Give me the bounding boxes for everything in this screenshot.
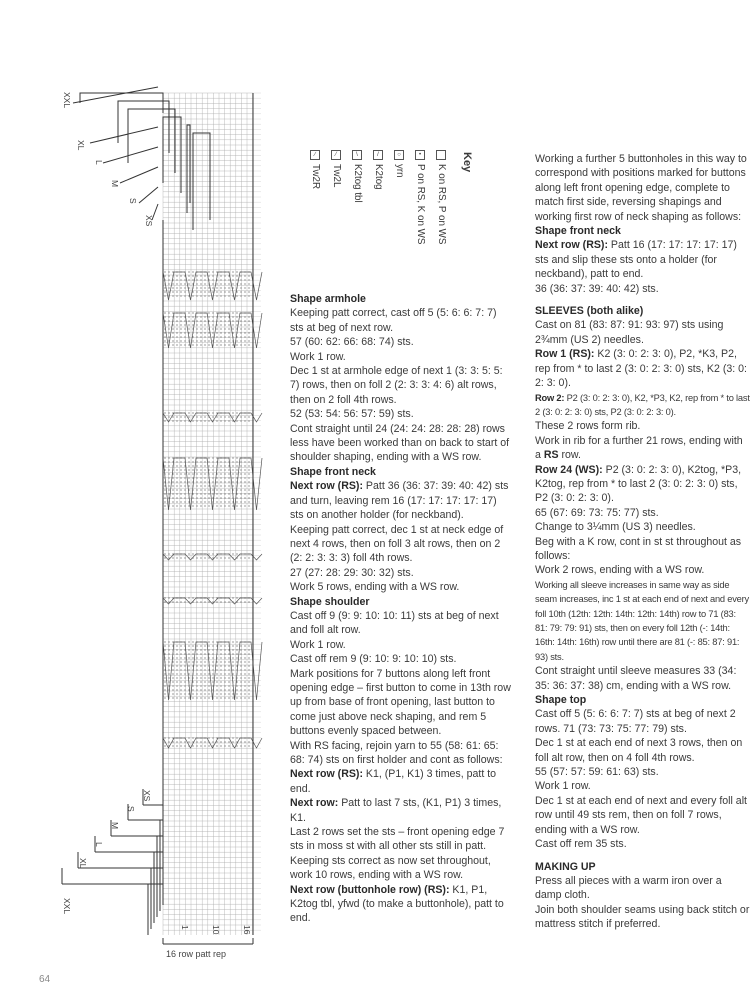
- text: 36 (36: 37: 39: 40: 42) sts.: [535, 282, 659, 295]
- row-number: 1: [180, 925, 190, 930]
- size-label-top: M: [110, 180, 120, 188]
- tw2l-icon: ⁄: [332, 150, 342, 160]
- heading-shape-shoulder: Shape shoulder: [290, 595, 370, 608]
- key-item-label: K2tog tbl: [352, 164, 363, 203]
- text: Mark positions for 7 buttons along left front opening edge – first button to come in 13th row up from base of front opening, last button to come just above neck shaping, and rem 5 buttons evenly spaced between.: [290, 667, 511, 738]
- size-label-bottom: L: [94, 842, 104, 847]
- size-label-top: XL: [76, 140, 86, 151]
- instructions-column-2: [535, 152, 750, 932]
- key-item: [310, 150, 321, 189]
- key-item-label: K2tog: [373, 164, 384, 190]
- text: Dec 1 st at each end of next and every foll alt row until 49 sts rem, then on foll 7 rows, ending with a WS row.: [535, 794, 747, 836]
- text: Next row (buttonhole row) (RS): K1, P1, K2tog tbl, yfwd (to make a buttonhole), patt to end.: [290, 883, 504, 925]
- key-item: [373, 150, 384, 190]
- key-item: [352, 150, 363, 203]
- text: Last 2 rows set the sts – front opening edge 7 sts in moss st with all other sts still in patt.: [290, 826, 505, 853]
- square-dot-icon: •: [416, 150, 426, 160]
- key-item: [436, 150, 447, 244]
- square-blank-icon: [437, 150, 447, 160]
- text: Row 2: P2 (3: 0: 2: 3: 0), K2, *P3, K2, rep from * to last 2 (3: 0: 2: 3: 0) sts, P2 (3: 0: 2: 3: 0).: [535, 392, 750, 417]
- text: Keeping patt correct, cast off 5 (5: 6: 6: 7: 7) sts at beg of next row.: [290, 307, 497, 334]
- yrn-icon: ○: [395, 150, 405, 160]
- text: Cont straight until sleeve measures 33 (34: 35: 36: 37: 38) cm, ending with a WS row.: [535, 665, 737, 692]
- patt-rep-label: 16 row patt rep: [166, 949, 227, 959]
- heading-shape-top: Shape top: [535, 694, 587, 707]
- text: These 2 rows form rib.: [535, 420, 641, 433]
- size-label-bottom: M: [110, 822, 120, 830]
- tw2r-icon: ∕: [311, 150, 321, 160]
- chart-key: [297, 150, 487, 286]
- key-item-label: P on RS, K on WS: [415, 164, 426, 245]
- size-label-bottom: XS: [142, 790, 152, 802]
- page-number: 64: [39, 974, 51, 985]
- heading-shape-front-neck: Shape front neck: [290, 465, 376, 478]
- text: Beg with a K row, cont in st st throughout as follows:: [535, 535, 742, 562]
- knitting-chart: [0, 0, 290, 1007]
- key-item-label: K on RS, P on WS: [436, 164, 447, 245]
- heading-sleeves: SLEEVES (both alike): [535, 305, 644, 318]
- text: Next row (RS): Patt 16 (17: 17: 17: 17: 17) sts and slip these sts onto a holder (for neckband), patt to end.: [535, 239, 737, 281]
- text: 27 (27: 28: 29: 30: 32) sts.: [290, 566, 414, 579]
- text: Work 2 rows, ending with a WS row.: [535, 564, 705, 577]
- text: Dec 1 st at each end of next 3 rows, then on foll alt row, then on 4 foll 4th rows.: [535, 737, 743, 764]
- text: Cast off 9 (9: 9: 10: 10: 11) sts at beg of next and foll alt row.: [290, 609, 499, 637]
- heading-shape-armhole: Shape armhole: [290, 293, 366, 305]
- text: Cast off 5 (5: 6: 6: 7: 7) sts at beg of next 2 rows. 71 (73: 73: 75: 77: 79) sts.: [535, 708, 736, 735]
- key-item: [394, 150, 405, 178]
- size-label-bottom: XL: [78, 858, 88, 869]
- instructions-column-1: [290, 292, 512, 926]
- text: Work in rib for a further 21 rows, ending with a RS row.: [535, 434, 743, 462]
- key-item-label: Tw2R: [310, 164, 321, 190]
- chart-outline: [62, 87, 253, 935]
- text: Work 1 row.: [290, 350, 346, 363]
- key-item-label: Tw2L: [331, 164, 342, 188]
- text: Working a further 5 buttonholes in this way to correspond with positions marked for buttons along left front opening edge, complete to match first side, reversing shapings and working first row of neck shaping as follows:: [535, 153, 747, 223]
- text: Row 24 (WS): P2 (3: 0: 2: 3: 0), K2tog, *P3, K2tog, rep from * to last 2 (3: 0: 2: 3: 0) sts, P2 (3: 0: 2: 3: 0).: [535, 463, 742, 505]
- text: Keeping patt correct, dec 1 st at neck edge of next 4 rows, then on foll 3 alt rows, then on 2 (2: 2: 3: 3: 3) foll 4th rows.: [290, 523, 504, 565]
- text: Work 1 row.: [535, 780, 591, 793]
- text: Next row (RS): Patt 36 (36: 37: 39: 40: 42) sts and turn, leaving rem 16 (17: 17: 17: 17: 17) sts on another holder (for neckband).: [290, 480, 509, 522]
- text: Work 1 row.: [290, 638, 346, 651]
- text: Press all pieces with a warm iron over a damp cloth.: [535, 874, 722, 902]
- text: Keeping sts correct as now set throughout, work 10 rows, ending with a WS row.: [290, 854, 491, 882]
- heading-shape-front-neck: Shape front neck: [535, 225, 621, 238]
- size-label-top: L: [94, 160, 104, 165]
- text: Working all sleeve increases in same way as side seam increases, inc 1 st at each end of next and every foll 10th (12th: 12th: 14th: 12th: 14th) row to 71 (83: 81: 79: 79: 91) sts, then on every foll 12th (-: 14th: 16th: 14th: 16th) row until there are 81 (-: 85: 87: 91: 93) sts.: [535, 579, 750, 662]
- text: Cast off rem 9 (9: 10: 9: 10: 10) sts.: [290, 653, 457, 666]
- text: 65 (67: 69: 73: 75: 77) sts.: [535, 506, 659, 519]
- text: Next row (RS): K1, (P1, K1) 3 times, patt to end.: [290, 768, 497, 795]
- heading-making-up: MAKING UP: [535, 860, 596, 873]
- size-label-top: S: [128, 198, 138, 204]
- key-title: Key: [461, 152, 473, 173]
- text: Cast on 81 (83: 87: 91: 93: 97) sts using 2¾mm (US 2) needles.: [535, 319, 724, 346]
- key-item-label: yrn: [394, 164, 405, 178]
- k2tog-tbl-icon: \: [353, 150, 363, 160]
- size-label-bottom: S: [126, 806, 136, 812]
- size-labels: [62, 92, 154, 914]
- k2tog-icon: /: [374, 150, 384, 160]
- chart-grid: [163, 93, 261, 935]
- text: 52 (53: 54: 56: 57: 59) sts.: [290, 408, 414, 421]
- text: Change to 3¼mm (US 3) needles.: [535, 521, 696, 534]
- key-item: [331, 150, 342, 187]
- text: Dec 1 st at armhole edge of next 1 (3: 3: 5: 5: 7) rows, then on foll 2 (2: 3: 3: 4: 6) alt rows, then on 2 foll 4th rows.: [290, 365, 503, 406]
- text: Next row: Patt to last 7 sts, (K1, P1) 3 times, K1.: [290, 797, 502, 824]
- text: With RS facing, rejoin yarn to 55 (58: 61: 65: 68: 74) sts on first holder and cont as follows:: [290, 739, 503, 766]
- size-label-top: XXL: [62, 92, 72, 109]
- text: 57 (60: 62: 66: 68: 74) sts.: [290, 336, 414, 349]
- size-label-bottom: XXL: [62, 898, 72, 915]
- size-label-top: XS: [144, 215, 154, 227]
- row-number: 16: [242, 925, 252, 935]
- text: Join both shoulder seams using back stitch or mattress stitch if preferred.: [535, 903, 750, 931]
- text: Row 1 (RS): K2 (3: 0: 2: 3: 0), P2, *K3, P2, rep from * to last 2 (3: 0: 2: 3: 0) sts, K2 (3: 0: 2: 3: 0).: [535, 348, 747, 390]
- text: Cast off rem 35 sts.: [535, 838, 627, 851]
- text: Work 5 rows, ending with a WS row.: [290, 581, 460, 594]
- row-number: 10: [211, 925, 221, 935]
- text: Cont straight until 24 (24: 24: 28: 28: 28) rows less have been worked than on back to start of shoulder shaping, ending with a WS row.: [290, 422, 510, 464]
- key-item: [415, 150, 426, 244]
- text: 55 (57: 57: 59: 61: 63) sts.: [535, 766, 659, 779]
